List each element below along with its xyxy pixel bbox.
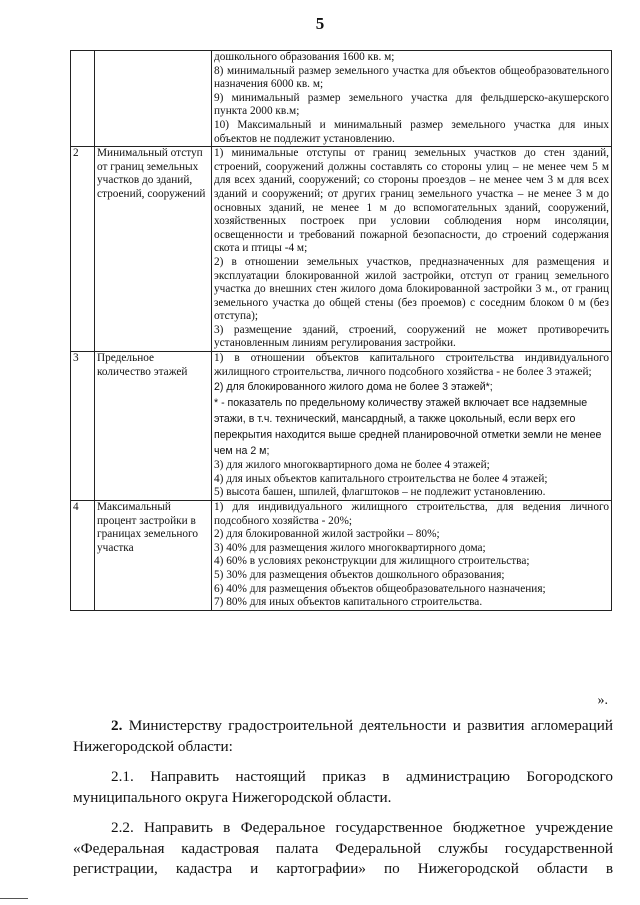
table-row — [71, 352, 612, 501]
row-number: 3 — [71, 352, 95, 501]
parameter-description — [212, 147, 612, 352]
parameter-name: Предельное количество этажей — [95, 352, 212, 501]
row-number — [71, 51, 95, 147]
table-row — [71, 501, 612, 611]
list-item: 3) 40% для размещения жилого многоквартирного дома; — [214, 541, 486, 554]
row-number: 4 — [71, 501, 95, 611]
paragraph-2-2: 2.2. Направить в Федеральное государственное бюджетное учреждение «Федеральная кадастровая палата Федеральной службы государственной регистрации, кадастра и картографии» по Нижегородской области в — [73, 819, 613, 877]
list-item: 1) минимальные отступы от границ земельных участков до стен зданий, строений, сооружений должны составлять со стороны улиц – не менее чем 5 м для всех зданий, сооружений; со стороны проездов – не менее чем 3 м для всех зданий и сооружений; от других границ земельного участка – не менее 3 м до основных зданий, не менее 1 м до вспомогательных зданий, сооружений, хозяйственных построек при условии соблюдения норм инсоляции, освещенности и требований пожарной безопасности, до строений содержания скота и птицы -4 м; — [214, 147, 609, 255]
table-row — [71, 147, 612, 352]
list-item: 3) для жилого многоквартирного дома не более 4 этажей; — [214, 459, 490, 472]
row-number: 2 — [71, 147, 95, 352]
page-number: 5 — [315, 14, 325, 33]
parameter-description — [212, 501, 612, 611]
list-item: 9) минимальный размер земельного участка для фельдшерско-акушерского пункта 2000 кв.м; — [214, 91, 609, 118]
closing-quote: ». — [597, 693, 608, 708]
list-item: 4) для иных объектов капитального строительства не более 4 этажей; — [214, 472, 548, 485]
list-item: 7) 80% для иных объектов капитального строительства. — [214, 596, 483, 609]
list-item: 1) в отношении объектов капитального строительства индивидуального жилищного строительства, личного подсобного хозяйства - не более 3 этажей; — [214, 352, 609, 378]
list-item: 2) для блокированного жилого дома не более 3 этажей*; — [214, 381, 493, 394]
list-item: 3) размещение зданий, строений, сооружений не может противоречить установленным линиям регулирования застройки. — [214, 323, 609, 350]
parameter-name: Минимальный отступ от границ земельных участков до зданий, строений, сооружений — [95, 147, 212, 352]
parameter-name — [95, 51, 212, 147]
list-item: 8) минимальный размер земельного участка для объектов общеобразовательного назначения 6000 кв. м; — [214, 64, 609, 91]
list-item: 2) для блокированной жилой застройки – 80%; — [214, 528, 440, 541]
list-item: 1) для индивидуального жилищного строительства, для ведения личного подсобного хозяйства - 20%; — [214, 501, 609, 527]
parameter-description — [212, 51, 612, 147]
order-text — [73, 716, 613, 880]
paragraph-2-text: Министерству градостроительной деятельности и развития агломераций Нижегородской области: — [73, 717, 614, 755]
list-item: 10) Максимальный и минимальный размер земельного участка для иных объектов не подлежит установлению. — [214, 118, 609, 145]
list-item: 5) 30% для размещения объектов дошкольного образования; — [214, 569, 505, 581]
parameter-name: Максимальный процент застройки в границах земельного участка — [95, 501, 212, 611]
regulations-table — [70, 50, 612, 611]
parameter-description — [212, 352, 612, 501]
scan-edge-mark — [0, 898, 28, 899]
list-item: дошкольного образования 1600 кв. м; — [214, 51, 395, 63]
section-number: 2. — [111, 717, 123, 734]
table-row — [71, 51, 612, 147]
paragraph-2-1: 2.1. Направить настоящий приказ в администрацию Богородского муниципального округа Нижегородской области. — [73, 768, 613, 806]
footnote: * - показатель по предельному количеству этажей включает все надземные этажи, в т.ч. технический, мансардный, а также цокольный, если верх его перекрытия находится выше средней планировочной отметки земли не менее чем на 2 м; — [214, 397, 602, 458]
paragraph-2 — [73, 716, 613, 757]
list-item: 5) высота башен, шпилей, флагштоков – не подлежит установлению. — [214, 486, 546, 499]
list-item: 6) 40% для размещения объектов общеобразовательного назначения; — [214, 582, 546, 595]
list-item: 4) 60% в условиях реконструкции для жилищного строительства; — [214, 555, 530, 568]
list-item: 2) в отношении земельных участков, предназначенных для размещения и эксплуатации блокированной жилой застройки, отступ от границ земельного участка до внешних стен жилого дома блокированной застройки 3 м., от границ земельного участка до общей стены (без проемов) с соседним блоком 0 м (без отступа); — [214, 255, 609, 323]
